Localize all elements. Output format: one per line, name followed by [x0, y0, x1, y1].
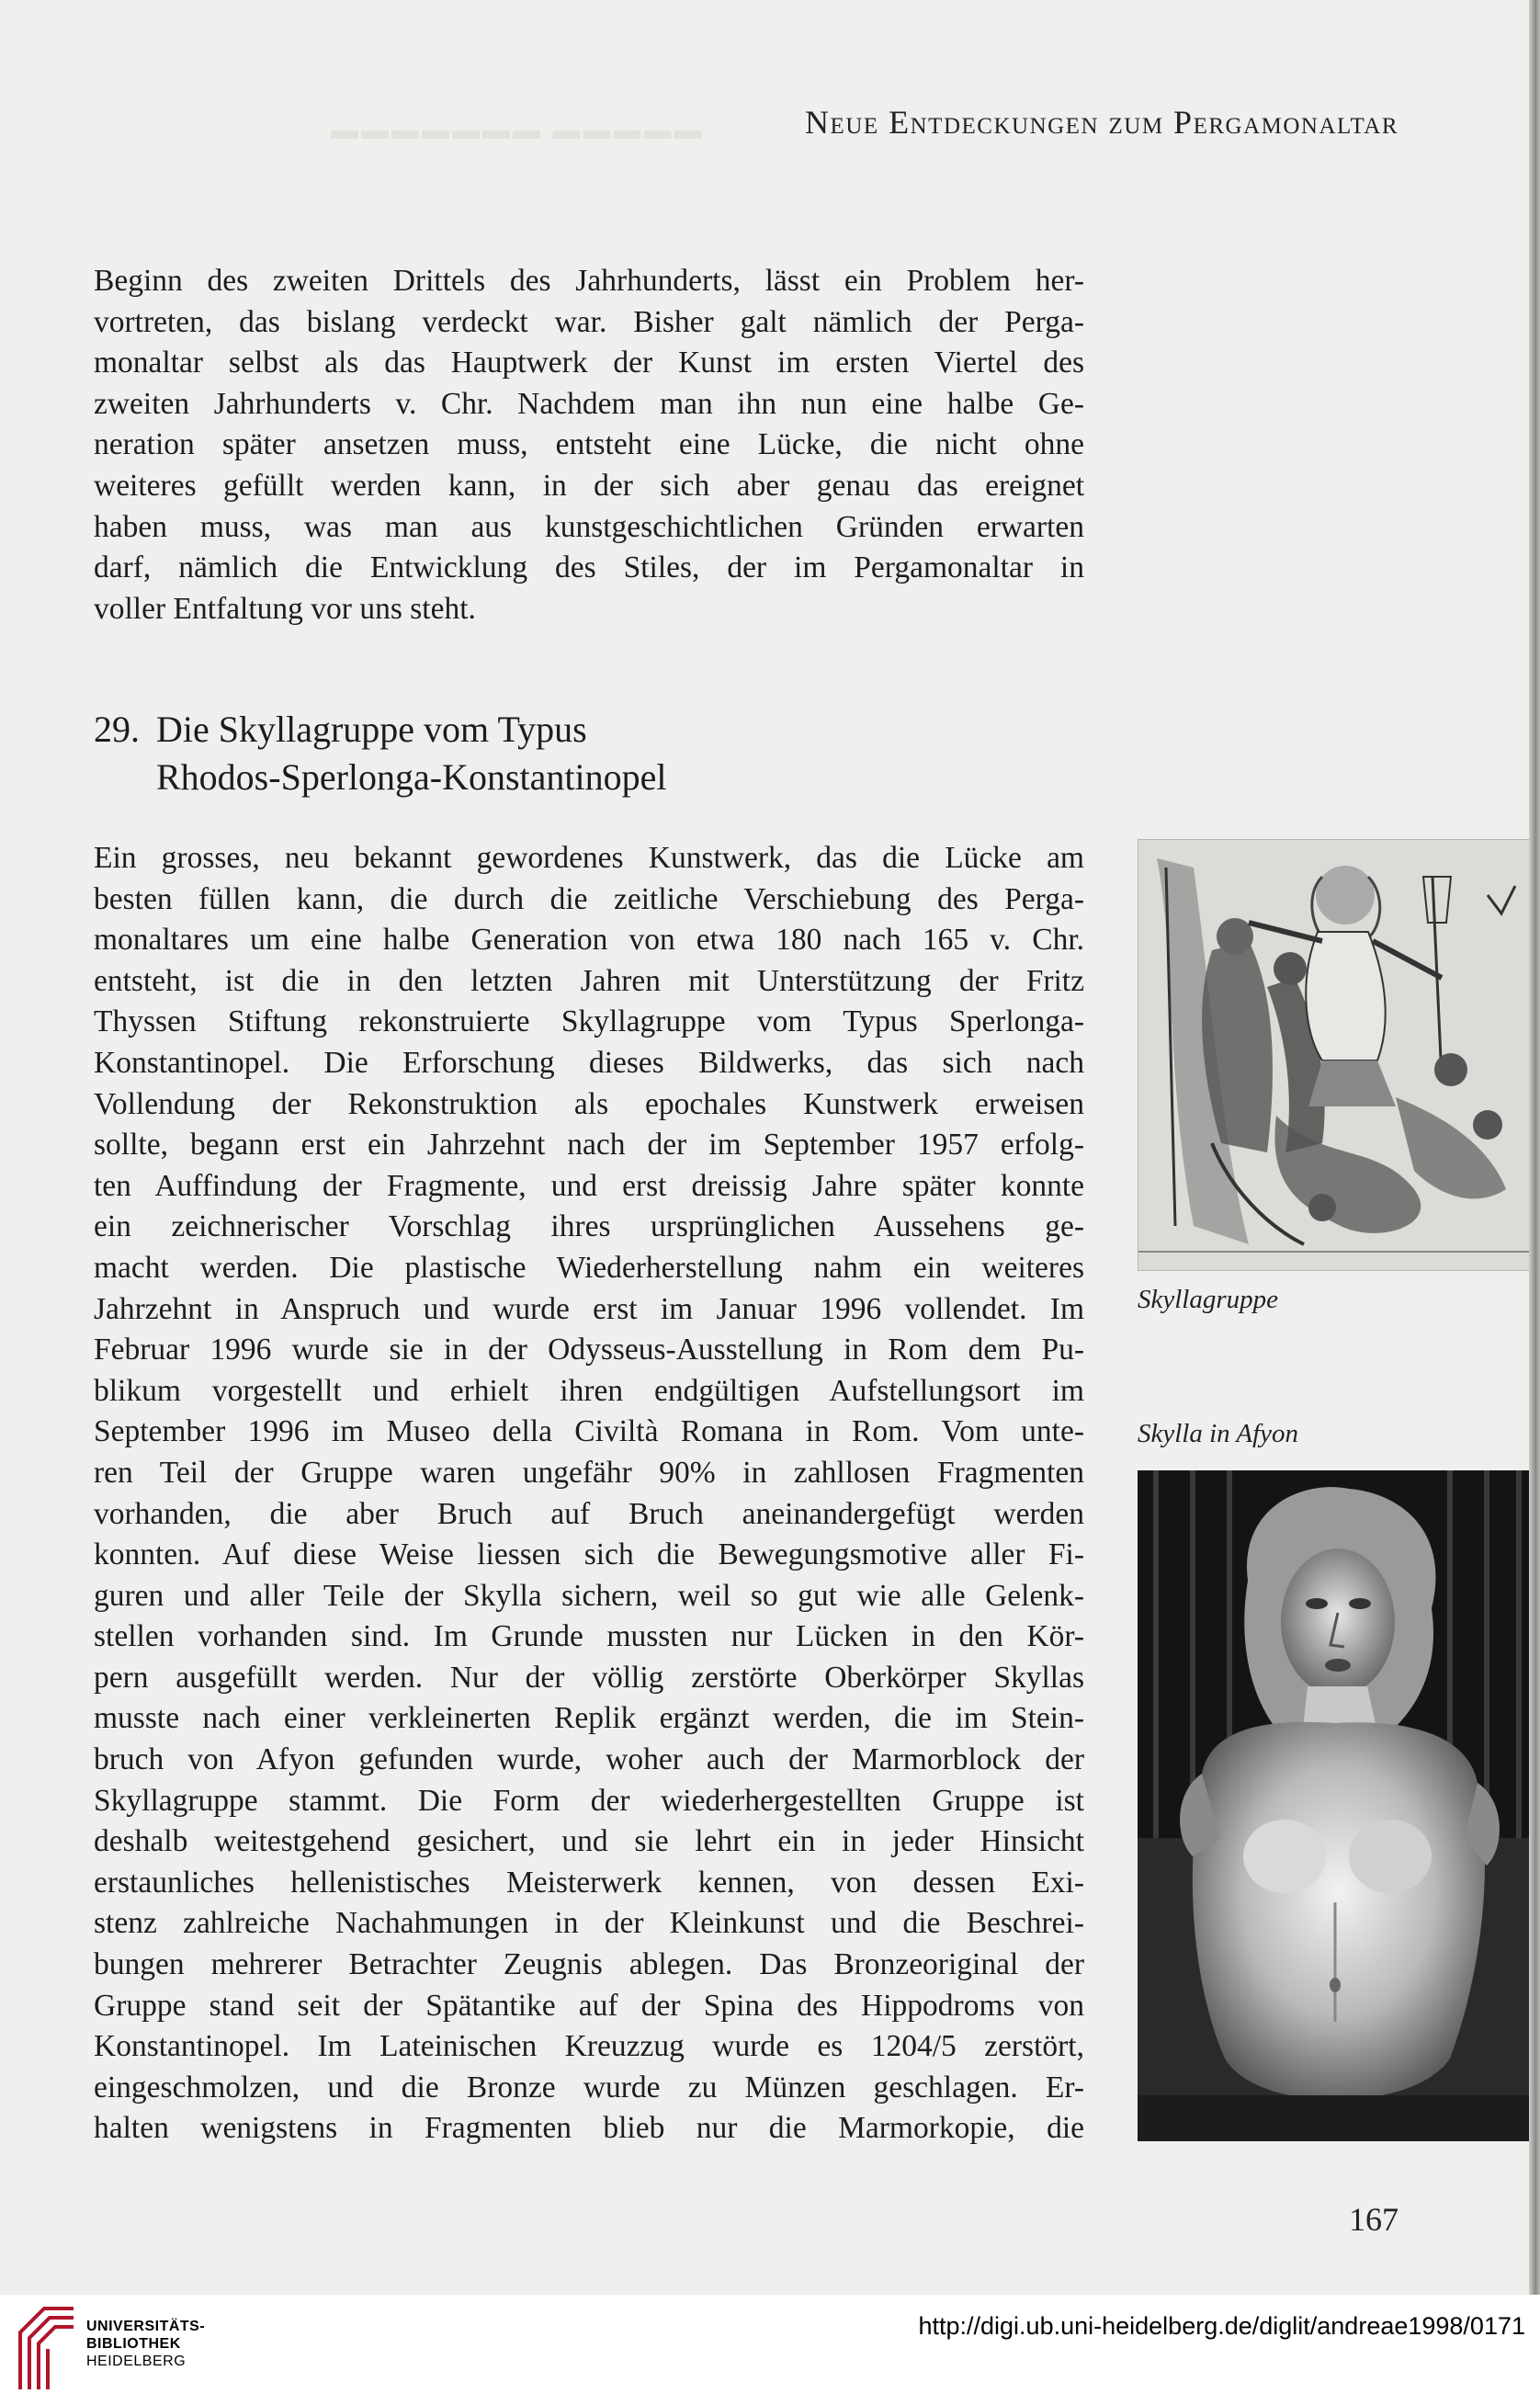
running-header: Neue Entdeckungen zum Pergamonaltar: [805, 104, 1398, 141]
intro-paragraph-line: neration später ansetzen muss, entsteht eine Lücke, die nicht ohne: [94, 427, 1084, 462]
university-library-logo[interactable]: [17, 2305, 77, 2393]
skylla-paragraph-line: Februar 1996 wurde sie in der Odysseus-Ausstellung in Rom dem Pu-: [94, 1333, 1084, 1367]
figure-2-caption: Skylla in Afyon: [1138, 1419, 1299, 1448]
skylla-paragraph-line: stenz zahlreiche Nachahmungen in der Kleinkunst und die Beschrei-: [94, 1906, 1084, 1941]
skylla-group-drawing: [1138, 839, 1534, 1271]
skylla-afyon-photo: [1138, 1470, 1533, 2141]
skylla-paragraph-line: eingeschmolzen, und die Bronze wurde zu Münzen geschlagen. Er-: [94, 2070, 1084, 2104]
section-title-line-1: Die Skyllagruppe vom Typus: [156, 709, 587, 750]
skylla-paragraph-line: besten füllen kann, die durch die zeitliche Verschiebung des Perga-: [94, 881, 1084, 916]
skylla-paragraph-line: Skyllagruppe stammt. Die Form der wiederhergestellten Gruppe ist: [94, 1783, 1084, 1818]
skylla-paragraph-line: ein zeichnerischer Vorschlag ihres ursprünglichen Aussehens ge-: [94, 1209, 1084, 1244]
paragraph-skylla: [94, 838, 1084, 2150]
skylla-paragraph-line: erstaunliches hellenistisches Meisterwerk kennen, von dessen Exi-: [94, 1865, 1084, 1900]
skylla-paragraph-line: macht werden. Die plastische Wiederherstellung nahm ein weiteres: [94, 1250, 1084, 1285]
skylla-paragraph-line: Ein grosses, neu bekannt gewordenes Kunstwerk, das die Lücke am: [94, 841, 1084, 875]
skylla-paragraph-line: blikum vorgestellt und erhielt ihren endgültigen Aufstellungsort im: [94, 1373, 1084, 1408]
page-binding-edge: [1529, 0, 1540, 2295]
skylla-paragraph-line: Gruppe stand seit der Spätantike auf der Spina des Hippodroms von: [94, 1988, 1084, 2023]
paragraph-intro: [94, 261, 1084, 630]
skylla-paragraph-line: stellen vorhanden sind. Im Grunde mussten nur Lücken in den Kör-: [94, 1619, 1084, 1654]
skylla-afyon-photo-image: [1138, 1470, 1533, 2141]
permalink-url[interactable]: http://digi.ub.uni-heidelberg.de/diglit/andreae1998/0171: [918, 2312, 1525, 2340]
section-title-line-2: Rhodos-Sperlonga-Konstantinopel: [156, 756, 667, 798]
skylla-paragraph-line: sollte, begann erst ein Jahrzehnt nach der im September 1957 erfolg-: [94, 1128, 1084, 1163]
library-name-line-3: HEIDELBERG: [86, 2354, 187, 2369]
library-name: [86, 2318, 205, 2370]
skylla-paragraph-line: vorhanden, die aber Bruch auf Bruch aneinandergefügt werden: [94, 1496, 1084, 1531]
skylla-paragraph-line: pern ausgefüllt werden. Nur der völlig zerstörte Oberkörper Skyllas: [94, 1660, 1084, 1695]
skylla-paragraph-line: musste nach einer verkleinerten Replik ergänzt werden, die im Stein-: [94, 1701, 1084, 1736]
skylla-paragraph-line: Konstantinopel. Im Lateinischen Kreuzzug wurde es 1204/5 zerstört,: [94, 2029, 1084, 2064]
skylla-paragraph-line: Konstantinopel. Die Erforschung dieses Bildwerks, das sich nach: [94, 1045, 1084, 1080]
skylla-paragraph-line: September 1996 im Museo della Civiltà Romana in Rom. Vom unte-: [94, 1414, 1084, 1449]
intro-paragraph-line: Beginn des zweiten Drittels des Jahrhunderts, lässt ein Problem her-: [94, 264, 1084, 298]
intro-paragraph-line: haben muss, was man aus kunstgeschichtlichen Gründen erwarten: [94, 509, 1084, 544]
skylla-paragraph-line: bruch von Afyon gefunden wurde, woher auch der Marmorblock der: [94, 1742, 1084, 1777]
skylla-paragraph-line: Thyssen Stiftung rekonstruierte Skyllagruppe vom Typus Sperlonga-: [94, 1004, 1084, 1039]
skylla-paragraph-line: ren Teil der Gruppe waren ungefähr 90% in zahllosen Fragmenten: [94, 1455, 1084, 1490]
intro-paragraph-line: monaltar selbst als das Hauptwerk der Kunst im ersten Viertel des: [94, 346, 1084, 380]
digitization-footer: [0, 2295, 1540, 2405]
library-name-line-2: BIBLIOTHEK: [86, 2336, 181, 2352]
intro-paragraph-line: darf, nämlich die Entwicklung des Stiles, der im Pergamonaltar in: [94, 550, 1084, 585]
figure-1-caption: Skyllagruppe: [1138, 1285, 1279, 1314]
skylla-group-drawing-illustration: [1138, 840, 1534, 1270]
skylla-paragraph-line: ten Auffindung der Fragmente, und erst dreissig Jahre später konnte: [94, 1168, 1084, 1203]
skylla-paragraph-line: Jahrzehnt in Anspruch und wurde erst im Januar 1996 vollendet. Im: [94, 1291, 1084, 1326]
page-number: 167: [1349, 2201, 1398, 2238]
library-name-line-1: UNIVERSITÄTS-: [86, 2319, 206, 2334]
skylla-paragraph-line: Vollendung der Rekonstruktion als epochales Kunstwerk erweisen: [94, 1086, 1084, 1121]
skylla-paragraph-line: bungen mehrerer Betrachter Zeugnis ablegen. Das Bronzeoriginal der: [94, 1947, 1084, 1982]
skylla-paragraph-line: deshalb weitestgehend gesichert, und sie lehrt ein in jeder Hinsicht: [94, 1824, 1084, 1859]
skylla-paragraph-line: entsteht, ist die in den letzten Jahren mit Unterstützung der Fritz: [94, 963, 1084, 998]
intro-paragraph-line: vortreten, das bislang verdeckt war. Bisher galt nämlich der Perga-: [94, 304, 1084, 339]
skylla-paragraph-line: monaltares um eine halbe Generation von etwa 180 nach 165 v. Chr.: [94, 923, 1084, 958]
section-heading: [94, 706, 921, 801]
skylla-paragraph-line: halten wenigstens in Fragmenten blieb nur die Marmorkopie, die: [94, 2111, 1084, 2146]
intro-paragraph-line: voller Entfaltung vor uns steht.: [94, 591, 476, 626]
section-number: 29.: [94, 709, 140, 750]
intro-paragraph-line: weiteres gefüllt werden kann, in der sich aber genau das ereignet: [94, 468, 1084, 503]
intro-paragraph-line: zweiten Jahrhunderts v. Chr. Nachdem man ihn nun eine halbe Ge-: [94, 386, 1084, 421]
show-through-text: ▬▬▬▬▬▬▬ ▬▬▬▬▬: [331, 115, 705, 145]
skylla-paragraph-line: guren und aller Teile der Skylla sichern, weil so gut wie alle Gelenk-: [94, 1578, 1084, 1613]
skylla-paragraph-line: konnten. Auf diese Weise liessen sich die Bewegungsmotive aller Fi-: [94, 1537, 1084, 1572]
